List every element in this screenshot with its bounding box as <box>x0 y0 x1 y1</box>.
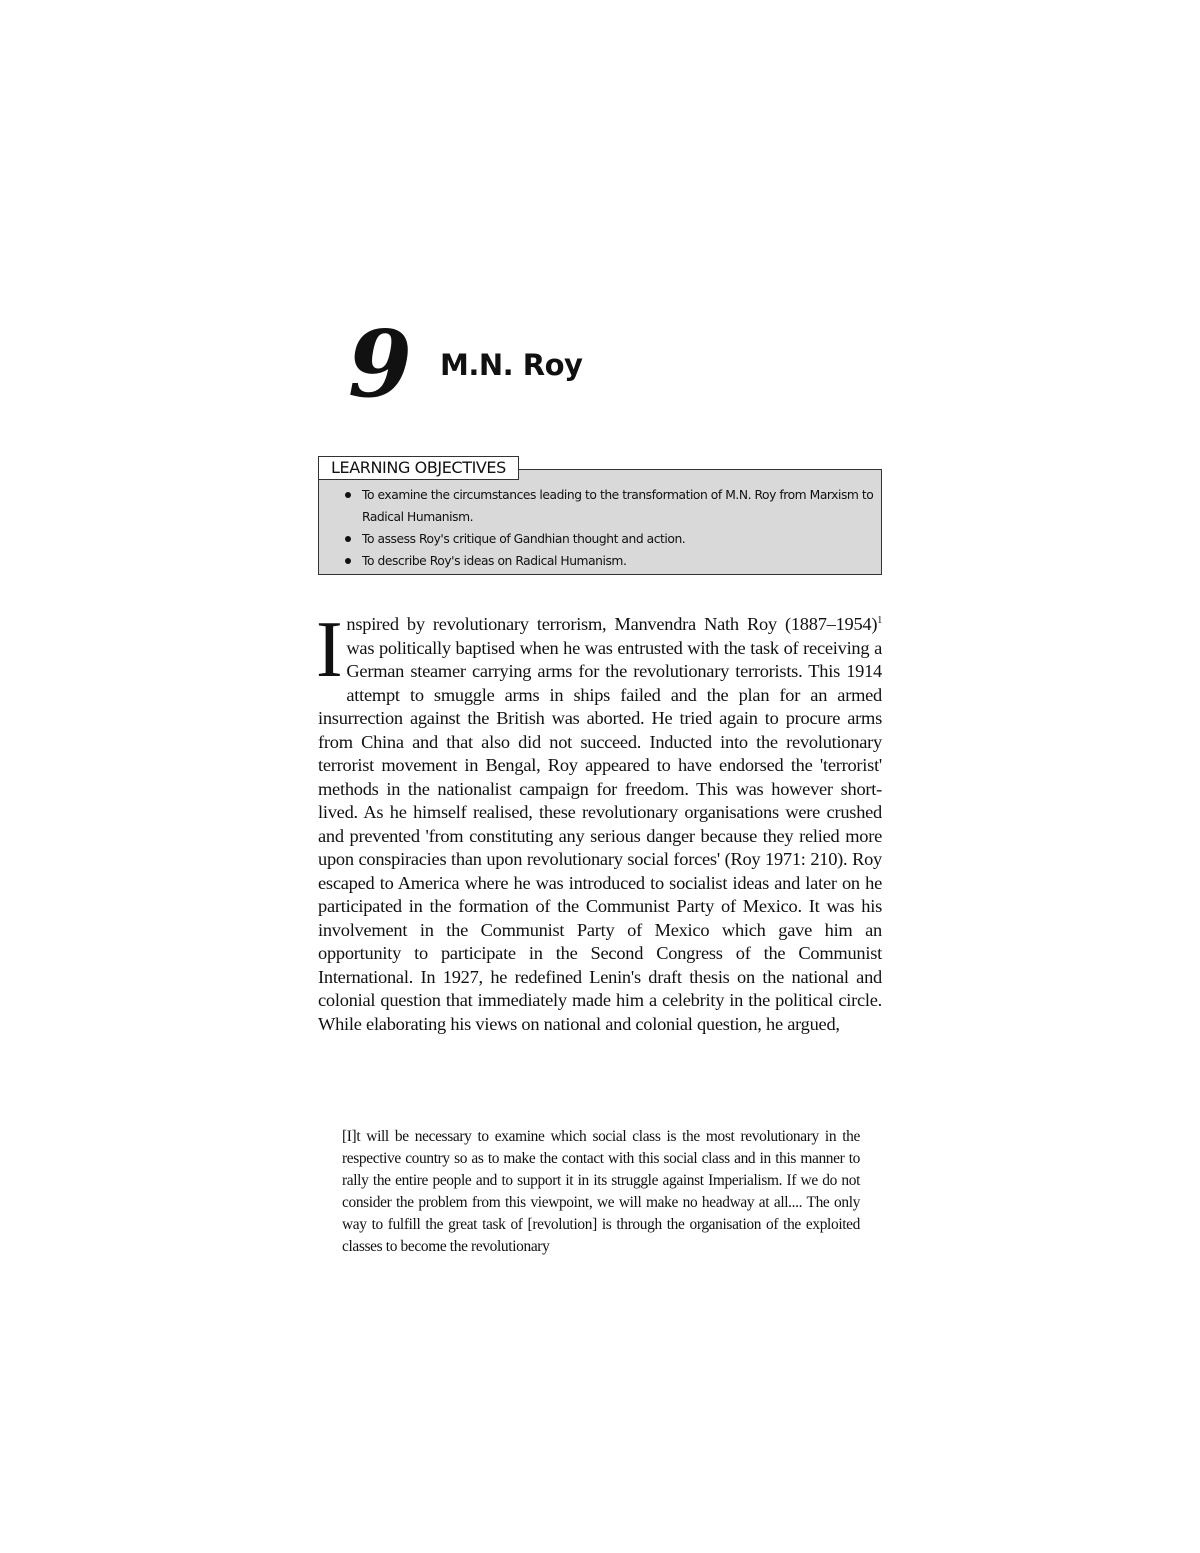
learning-objective-item <box>344 528 874 550</box>
body-text-rest: was politically baptised when he was entrusted with the task of receiving a German steamer carrying arms for the revolutionary terrorists. This 1914 attempt to smuggle arms in ships failed and the plan for an armed insurrection against the British was aborted. He tried again to procure arms from China and that also did not succeed. Inducted into the revolutionary terrorist movement in Bengal, Roy appeared to have endorsed the 'terrorist' methods in the nationalist campaign for freedom. This was however short-lived. As he himself realised, these revolutionary organisations were crushed and prevented 'from constituting any serious danger because they relied more upon conspiracies than upon revolutionary social forces' (Roy 1971: 210). Roy escaped to America where he was introduced to socialist ideas and later on he participated in the formation of the Communist Party of Mexico. It was his involvement in the Communist Party of Mexico which gave him an opportunity to participate in the Second Congress of the Communist International. In 1927, he redefined Lenin's draft thesis on the national and colonial question that immediately made him a celebrity in the political circle. While elaborating his views on national and colonial question, he argued, <box>318 637 882 1034</box>
bullet-icon <box>345 536 351 542</box>
block-quote: [I]t will be necessary to examine which social class is the most revolutionary in the respective country so as to make the contact with this social class and in this manner to rally the entire people and to support it in its struggle against Imperialism. If we do not consider the problem from this viewpoint, we will make no headway at all.... The only way to fulfill the great task of [revolution] is through the organisation of the exploited classes to become the revolutionary <box>342 1128 860 1255</box>
learning-objective-text: To assess Roy's critique of Gandhian thought and action. <box>362 532 686 546</box>
chapter-number: 9 <box>348 310 413 418</box>
bullet-icon <box>345 492 351 498</box>
chapter-title: M.N. Roy <box>440 348 583 382</box>
body-text-start: nspired by revolutionary terrorism, Manvendra Nath Roy (1887–1954) <box>346 614 878 634</box>
learning-objective-text: To describe Roy's ideas on Radical Humanism. <box>362 554 627 568</box>
learning-objectives-heading: LEARNING OBJECTIVES <box>318 456 519 480</box>
learning-objectives-list <box>344 484 874 572</box>
drop-cap: I <box>316 606 343 694</box>
book-page <box>318 0 884 1553</box>
bullet-icon <box>345 558 351 564</box>
learning-objective-text: To examine the circumstances leading to the transformation of M.N. Roy from Marxism to Radical Humanism. <box>362 488 874 524</box>
body-paragraph <box>316 606 882 1036</box>
learning-objective-item <box>344 550 874 572</box>
learning-objective-item <box>344 484 874 528</box>
footnote-reference[interactable]: 1 <box>877 614 882 626</box>
